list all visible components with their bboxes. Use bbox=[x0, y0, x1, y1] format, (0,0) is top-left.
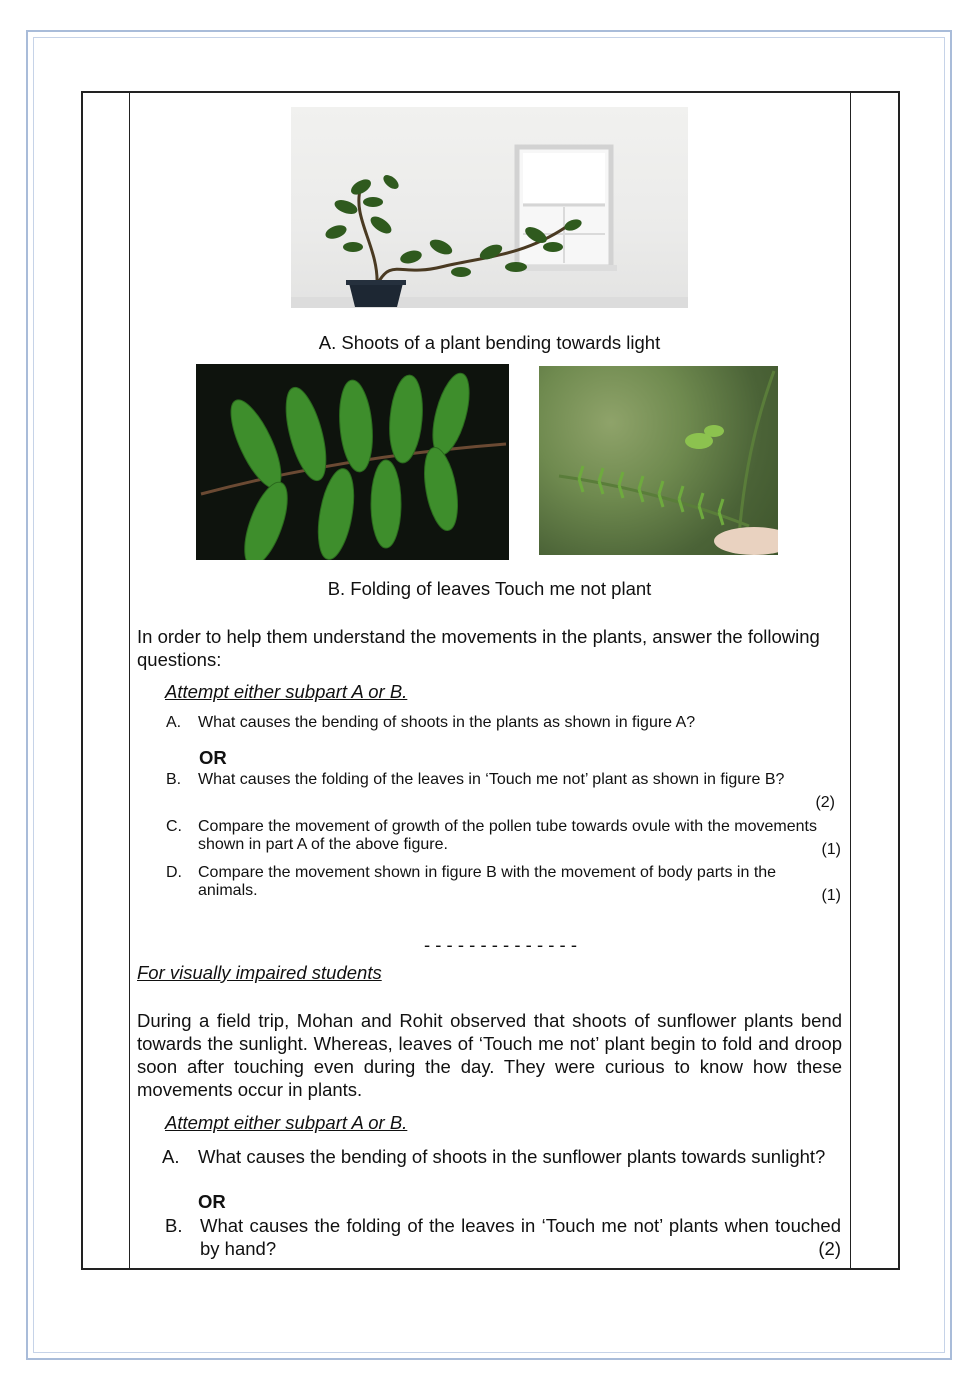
question-marks: (2) bbox=[815, 794, 835, 811]
question-marks: (1) bbox=[821, 887, 841, 904]
question-letter: B. bbox=[166, 771, 182, 788]
vi-question-a bbox=[162, 1145, 841, 1168]
or-label: OR bbox=[199, 747, 227, 768]
question-letter: A. bbox=[162, 1146, 180, 1167]
figure-a-image bbox=[291, 107, 688, 308]
table-column-divider-right bbox=[850, 93, 851, 1268]
question-text: What causes the folding of the leaves in ‘Touch me not’ plants when touched by hand? bbox=[200, 1215, 841, 1259]
intro-paragraph: In order to help them understand the movements in the plants, answer the following questions: bbox=[137, 626, 820, 670]
instruction-text: Attempt either subpart A or B. bbox=[165, 681, 408, 702]
question-text: Compare the movement of growth of the pollen tube towards ovule with the movements shown in part A of the above figure. bbox=[198, 818, 817, 853]
question-text: What causes the bending of shoots in the sunflower plants towards sunlight? bbox=[198, 1146, 826, 1167]
vi-instruction-text: Attempt either subpart A or B. bbox=[165, 1112, 408, 1133]
question-letter: A. bbox=[166, 714, 182, 731]
question-text: Compare the movement shown in figure B with the movement of body parts in the animals. bbox=[198, 864, 777, 899]
question-letter: D. bbox=[166, 864, 182, 881]
figure-b-caption: B. Folding of leaves Touch me not plant bbox=[327, 578, 652, 599]
vi-or-label: OR bbox=[198, 1191, 226, 1212]
question-text: What causes the folding of the leaves in ‘Touch me not’ plant as shown in figure B? bbox=[198, 771, 785, 788]
table-column-divider-left bbox=[129, 93, 130, 1268]
vi-paragraph: During a field trip, Mohan and Rohit observed that shoots of sunflower plants bend towards the sunlight. Whereas, leaves of ‘Touch me not’ plant begin to fold and droop soon after touching even during the day. They were curious to know how these movements occur in plants. bbox=[137, 1010, 842, 1100]
vi-heading: For visually impaired students bbox=[137, 962, 382, 983]
section-divider: - - - - - - - - - - - - - - bbox=[423, 934, 578, 955]
question-text: What causes the bending of shoots in the plants as shown in figure A? bbox=[198, 714, 696, 731]
question-marks: (1) bbox=[821, 841, 841, 858]
question-letter: C. bbox=[166, 818, 182, 835]
question-marks: (2) bbox=[818, 1238, 841, 1259]
figure-b-folded-leaf-image bbox=[539, 366, 778, 555]
figure-a-caption: A. Shoots of a plant bending towards light bbox=[318, 332, 661, 353]
figure-b-open-leaf-image bbox=[196, 364, 509, 560]
vi-question-b bbox=[165, 1214, 841, 1260]
question-letter: B. bbox=[165, 1215, 183, 1236]
